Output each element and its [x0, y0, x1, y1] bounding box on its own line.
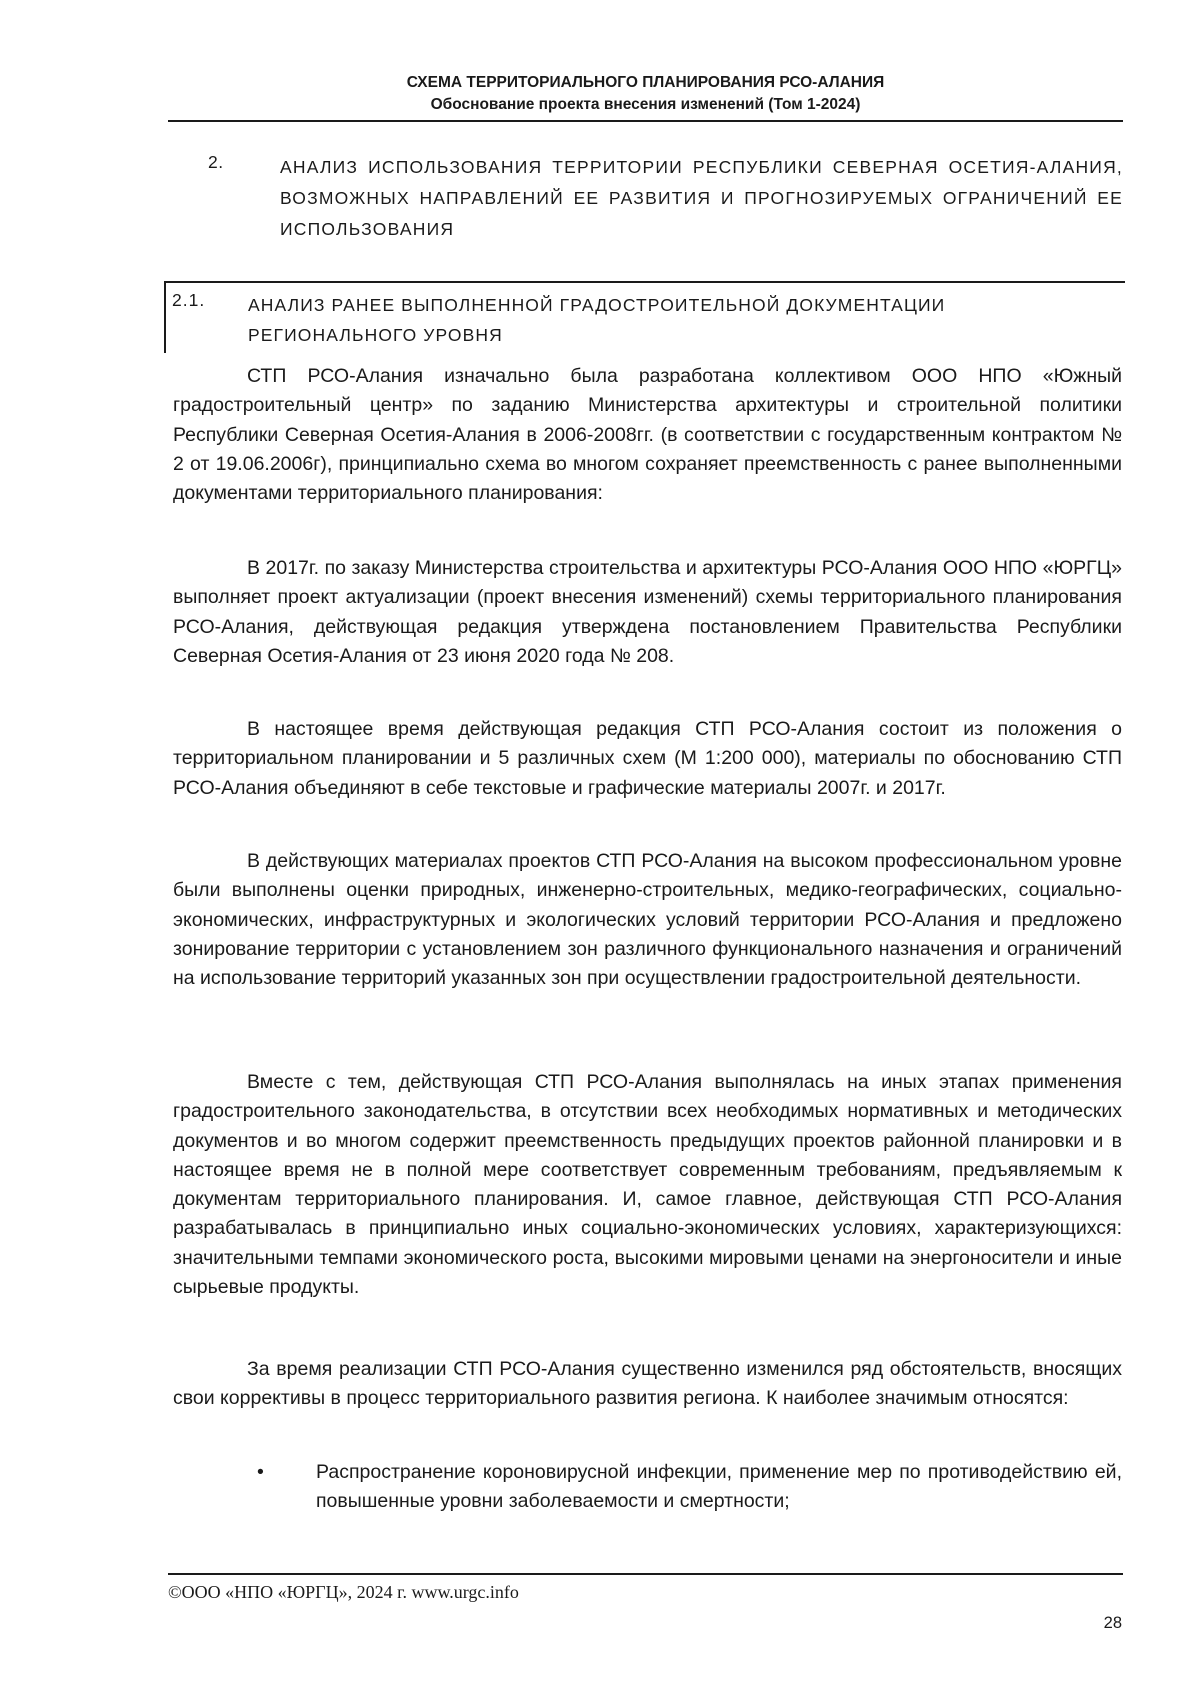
paragraph-6: За время реализации СТП РСО-Алания существенно изменился ряд обстоятельств, вносящих свои коррективы в процесс территориального развития региона. К наиболее значимым относятся: [173, 1358, 1122, 1410]
bullet-marker: • [257, 1461, 264, 1483]
page-number: 28 [1103, 1614, 1122, 1632]
paragraph-2: В 2017г. по заказу Министерства строительства и архитектуры РСО-Алания ООО НПО «ЮРГЦ» выполняет проект актуализации (проект внесения изменений) схемы территориального планирования РСО-Алания, действующая редакция утверждена постановлением Правительства Республики Северная Осетия-Алания от 23 июня 2020 года № 208. [173, 557, 1122, 667]
section-2-number: 2. [208, 152, 224, 172]
footer-copyright: ©ООО «НПО «ЮРГЦ», 2024 г. www.urgc.info [168, 1582, 519, 1602]
header-divider [168, 120, 1123, 122]
bullet-text: Распространение короновирусной инфекции, применение мер по противодействию ей, повышенные уровни заболеваемости и смертности; [316, 1461, 1122, 1513]
section-2-1-number: 2.1. [172, 290, 206, 310]
document-header [168, 72, 1123, 116]
paragraph-5: Вместе с тем, действующая СТП РСО-Алания выполнялась на иных этапах применения градостроительного законодательства, в отсутствии всех необходимых нормативных и методических документов и во многом содержит преемственность предыдущих проектов районной планировки и в настоящее время не в полной мере соответствует современным требованиям, предъявляемым к документам территориального планирования. И, самое главное, действующая СТП РСО-Алания разрабатывалась в принципиально иных социально-экономических условиях, характеризующихся: значительными темпами экономического роста, высокими мировыми ценами на энергоносители и иные сырьевые продукты. [173, 1071, 1122, 1299]
section-2-1-title: АНАЛИЗ РАНЕЕ ВЫПОЛНЕННОЙ ГРАДОСТРОИТЕЛЬНОЙ ДОКУМЕНТАЦИИ РЕГИОНАЛЬНОГО УРОВНЯ [248, 295, 946, 345]
header-title: СХЕМА ТЕРРИТОРИАЛЬНОГО ПЛАНИРОВАНИЯ РСО-АЛАНИЯ [406, 74, 885, 91]
paragraph-1: СТП РСО-Алания изначально была разработана коллективом ООО НПО «Южный градостроительный центр» по заданию Министерства архитектуры и строительной политики Республики Северная Осетия-Алания в 2006-2008гг. (в соответствии с государственным контрактом № 2 от 19.06.2006г), принципиально схема во многом сохраняет преемственность с ранее выполненными документами территориального планирования: [173, 365, 1122, 505]
section-2-title: АНАЛИЗ ИСПОЛЬЗОВАНИЯ ТЕРРИТОРИИ РЕСПУБЛИКИ СЕВЕРНАЯ ОСЕТИЯ-АЛАНИЯ, ВОЗМОЖНЫХ НАПРАВЛЕНИЙ ЕЕ РАЗВИТИЯ И ПРОГНОЗИРУЕМЫХ ОГРАНИЧЕНИЙ ЕЕ ИСПОЛЬЗОВАНИЯ [280, 157, 1123, 239]
footer-divider [168, 1573, 1123, 1575]
paragraph-3: В настоящее время действующая редакция СТП РСО-Алания состоит из положения о территориальном планировании и 5 различных схем (М 1:200 000), материалы по обоснованию СТП РСО-Алания объединяют в себе текстовые и графические материалы 2007г. и 2017г. [173, 718, 1122, 799]
header-subtitle: Обоснование проекта внесения изменений (Том 1-2024) [430, 96, 861, 113]
paragraph-4: В действующих материалах проектов СТП РСО-Алания на высоком профессиональном уровне были выполнены оценки природных, инженерно-строительных, медико-географических, социально-экономических, инфраструктурных и экологических условий территории РСО-Алания и предложено зонирование территории с установлением зон различного функционального назначения и ограничений на использование территорий указанных зон при осуществлении градостроительной деятельности. [173, 850, 1122, 990]
